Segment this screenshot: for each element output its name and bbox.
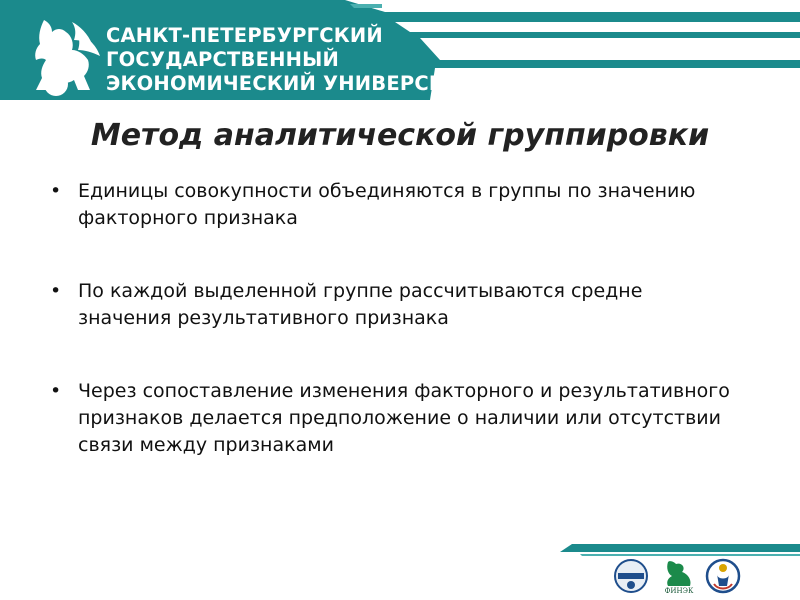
bullet-item (42, 378, 732, 459)
bullet-text: Через сопоставление изменения факторного и результативного признаков делается предположение о наличии или отсутствии связи между признаками (78, 380, 730, 456)
engecon-emblem-icon (612, 558, 650, 594)
university-name-line: ГОСУДАРСТВЕННЫЙ (106, 48, 340, 71)
bullet-mark: • (50, 280, 62, 302)
university-name-line: САНКТ-ПЕТЕРБУРГСКИЙ (106, 24, 383, 47)
university-name (106, 24, 486, 96)
institute-emblem-icon (704, 558, 742, 594)
finec-text: ФИНЭК (664, 587, 694, 594)
bullet-item (42, 178, 732, 232)
university-name-line: ЭКОНОМИЧЕСКИЙ УНИВЕРСИТЕТ (106, 72, 486, 95)
finec-logo-icon (660, 558, 698, 594)
bullet-text: По каждой выделенной группе рассчитываются средне значения результативного признака (78, 280, 643, 329)
bullet-item (42, 278, 732, 332)
bullet-mark: • (50, 180, 62, 202)
bullet-list (42, 178, 732, 459)
bullet-text: Единицы совокупности объединяются в группы по значению факторного признака (78, 180, 696, 229)
bullet-mark: • (50, 380, 62, 402)
slide-title: Метод аналитической группировки (90, 118, 710, 153)
griffin-logo-icon (26, 14, 106, 98)
